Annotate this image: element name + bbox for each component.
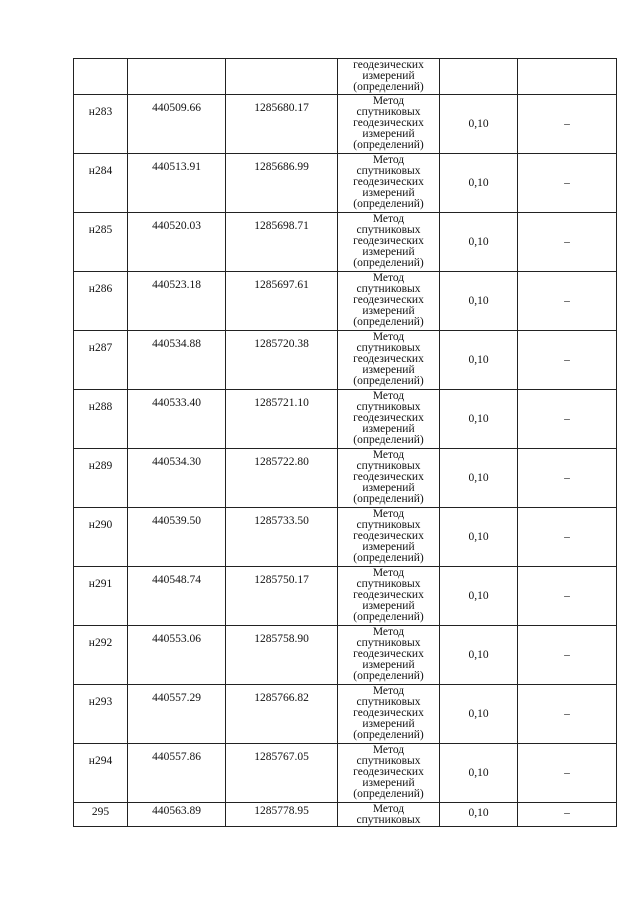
cell-accuracy: 0,10 — [440, 685, 518, 744]
method-line: геодезических — [353, 59, 424, 71]
method-line: Метод — [372, 213, 405, 225]
cell-method — [338, 626, 440, 685]
method-line: геодезических — [353, 117, 424, 129]
cell-accuracy: 0,10 — [440, 744, 518, 803]
method-line: (определений) — [353, 257, 424, 269]
cell-point: н294 — [74, 744, 128, 803]
method-line: Метод — [372, 95, 405, 107]
method-line: измерений — [362, 541, 415, 553]
cell-point: н289 — [74, 449, 128, 508]
method-line: Метод — [372, 744, 405, 756]
cell-accuracy: 0,10 — [440, 449, 518, 508]
cell-accuracy: 0,10 — [440, 213, 518, 272]
cell-point: н293 — [74, 685, 128, 744]
cell-y: 1285721.10 — [226, 390, 338, 449]
coordinates-table — [73, 58, 617, 827]
method-line: Метод — [372, 803, 405, 815]
table-row — [74, 626, 617, 685]
cell-x: 440534.30 — [128, 449, 226, 508]
cell-x: 440513.91 — [128, 154, 226, 213]
cell-accuracy: 0,10 — [440, 95, 518, 154]
method-line: геодезических — [353, 589, 424, 601]
cell-accuracy: 0,10 — [440, 803, 518, 827]
method-line: спутниковых — [356, 165, 421, 177]
cell-y: 1285720.38 — [226, 331, 338, 390]
cell-note: – — [518, 331, 617, 390]
method-line: спутниковых — [356, 460, 421, 472]
method-line: геодезических — [353, 707, 424, 719]
cell-y: 1285680.17 — [226, 95, 338, 154]
table-row — [74, 272, 617, 331]
method-line: геодезических — [353, 766, 424, 778]
table-row — [74, 390, 617, 449]
cell-y: 1285722.80 — [226, 449, 338, 508]
method-line: (определений) — [353, 198, 424, 210]
cell-method — [338, 567, 440, 626]
method-line: (определений) — [353, 139, 424, 151]
method-line: измерений — [362, 482, 415, 494]
cell-x: 440533.40 — [128, 390, 226, 449]
table-row — [74, 95, 617, 154]
method-line: измерений — [362, 70, 415, 82]
method-line: измерений — [362, 246, 415, 258]
cell-method — [338, 272, 440, 331]
cell-y: 1285750.17 — [226, 567, 338, 626]
table-row — [74, 567, 617, 626]
cell-x: 440557.86 — [128, 744, 226, 803]
table-row — [74, 744, 617, 803]
method-line: спутниковых — [356, 696, 421, 708]
table-row — [74, 508, 617, 567]
method-line: (определений) — [353, 375, 424, 387]
table-row — [74, 331, 617, 390]
method-line: спутниковых — [356, 401, 421, 413]
method-line: спутниковых — [356, 637, 421, 649]
cell-method — [338, 390, 440, 449]
method-line: спутниковых — [356, 578, 421, 590]
cell-point: 295 — [74, 803, 128, 827]
method-line: (определений) — [353, 670, 424, 682]
cell-method — [338, 803, 440, 827]
cell-y: 1285686.99 — [226, 154, 338, 213]
cell-method — [338, 95, 440, 154]
cell-method — [338, 508, 440, 567]
method-line: измерений — [362, 305, 415, 317]
method-line: Метод — [372, 154, 405, 166]
cell-point: н291 — [74, 567, 128, 626]
table-row — [74, 685, 617, 744]
method-line: Метод — [372, 449, 405, 461]
method-line: геодезических — [353, 412, 424, 424]
method-line: Метод — [372, 508, 405, 520]
method-line: Метод — [372, 390, 405, 402]
cell-accuracy: 0,10 — [440, 508, 518, 567]
cell-note: – — [518, 95, 617, 154]
method-line: (определений) — [353, 611, 424, 623]
method-line: спутниковых — [356, 814, 421, 826]
method-line: геодезических — [353, 471, 424, 483]
cell-x: 440534.88 — [128, 331, 226, 390]
cell-note: – — [518, 744, 617, 803]
cell-accuracy: 0,10 — [440, 567, 518, 626]
method-line: спутниковых — [356, 755, 421, 767]
cell-y: 1285758.90 — [226, 626, 338, 685]
method-line: (определений) — [353, 729, 424, 741]
coordinates-table-body — [74, 59, 617, 827]
cell-method — [338, 213, 440, 272]
cell-note: – — [518, 685, 617, 744]
cell-x: 440509.66 — [128, 95, 226, 154]
cell-point: н283 — [74, 95, 128, 154]
method-line: измерений — [362, 718, 415, 730]
cell-note — [518, 59, 617, 95]
method-line: измерений — [362, 600, 415, 612]
cell-x: 440539.50 — [128, 508, 226, 567]
cell-accuracy: 0,10 — [440, 626, 518, 685]
cell-accuracy — [440, 59, 518, 95]
cell-note: – — [518, 803, 617, 827]
cell-x — [128, 59, 226, 95]
cell-note: – — [518, 213, 617, 272]
cell-x: 440523.18 — [128, 272, 226, 331]
cell-point: н285 — [74, 213, 128, 272]
cell-method — [338, 154, 440, 213]
cell-point — [74, 59, 128, 95]
method-line: измерений — [362, 777, 415, 789]
cell-x: 440553.06 — [128, 626, 226, 685]
method-line: геодезических — [353, 235, 424, 247]
cell-point: н288 — [74, 390, 128, 449]
method-line: измерений — [362, 423, 415, 435]
cell-y: 1285767.05 — [226, 744, 338, 803]
cell-method — [338, 685, 440, 744]
cell-method — [338, 449, 440, 508]
cell-x: 440557.29 — [128, 685, 226, 744]
method-line: спутниковых — [356, 519, 421, 531]
method-line: Метод — [372, 331, 405, 343]
method-line: спутниковых — [356, 106, 421, 118]
cell-point: н290 — [74, 508, 128, 567]
method-line: (определений) — [353, 788, 424, 800]
method-line: (определений) — [353, 493, 424, 505]
cell-x: 440563.89 — [128, 803, 226, 827]
method-line: геодезических — [353, 353, 424, 365]
method-line: (определений) — [353, 316, 424, 328]
cell-note: – — [518, 272, 617, 331]
method-line: измерений — [362, 187, 415, 199]
cell-y: 1285733.50 — [226, 508, 338, 567]
method-line: Метод — [372, 626, 405, 638]
cell-point: н287 — [74, 331, 128, 390]
table-row — [74, 449, 617, 508]
cell-note: – — [518, 154, 617, 213]
table-row — [74, 154, 617, 213]
cell-y: 1285766.82 — [226, 685, 338, 744]
method-line: измерений — [362, 659, 415, 671]
cell-method — [338, 744, 440, 803]
method-line: геодезических — [353, 530, 424, 542]
method-line: геодезических — [353, 294, 424, 306]
method-line: геодезических — [353, 176, 424, 188]
cell-point: н284 — [74, 154, 128, 213]
cell-method — [338, 331, 440, 390]
cell-note: – — [518, 508, 617, 567]
cell-note: – — [518, 626, 617, 685]
method-line: (определений) — [353, 434, 424, 446]
table-row — [74, 213, 617, 272]
method-line: Метод — [372, 272, 405, 284]
cell-note: – — [518, 449, 617, 508]
method-line: измерений — [362, 364, 415, 376]
method-line: (определений) — [353, 81, 424, 93]
cell-x: 440548.74 — [128, 567, 226, 626]
method-line: спутниковых — [356, 342, 421, 354]
cell-accuracy: 0,10 — [440, 272, 518, 331]
cell-x: 440520.03 — [128, 213, 226, 272]
method-line: Метод — [372, 685, 405, 697]
cell-note: – — [518, 567, 617, 626]
cell-accuracy: 0,10 — [440, 390, 518, 449]
method-line: Метод — [372, 567, 405, 579]
cell-y: 1285697.61 — [226, 272, 338, 331]
method-line: спутниковых — [356, 283, 421, 295]
method-line: спутниковых — [356, 224, 421, 236]
cell-y: 1285698.71 — [226, 213, 338, 272]
method-line: геодезических — [353, 648, 424, 660]
cell-note: – — [518, 390, 617, 449]
method-line: (определений) — [353, 552, 424, 564]
method-line: измерений — [362, 128, 415, 140]
cell-point: н292 — [74, 626, 128, 685]
cell-method — [338, 59, 440, 95]
table-row-last — [74, 803, 617, 827]
cell-y — [226, 59, 338, 95]
table-row-continued — [74, 59, 617, 95]
cell-point: н286 — [74, 272, 128, 331]
cell-accuracy: 0,10 — [440, 331, 518, 390]
cell-y: 1285778.95 — [226, 803, 338, 827]
cell-accuracy: 0,10 — [440, 154, 518, 213]
